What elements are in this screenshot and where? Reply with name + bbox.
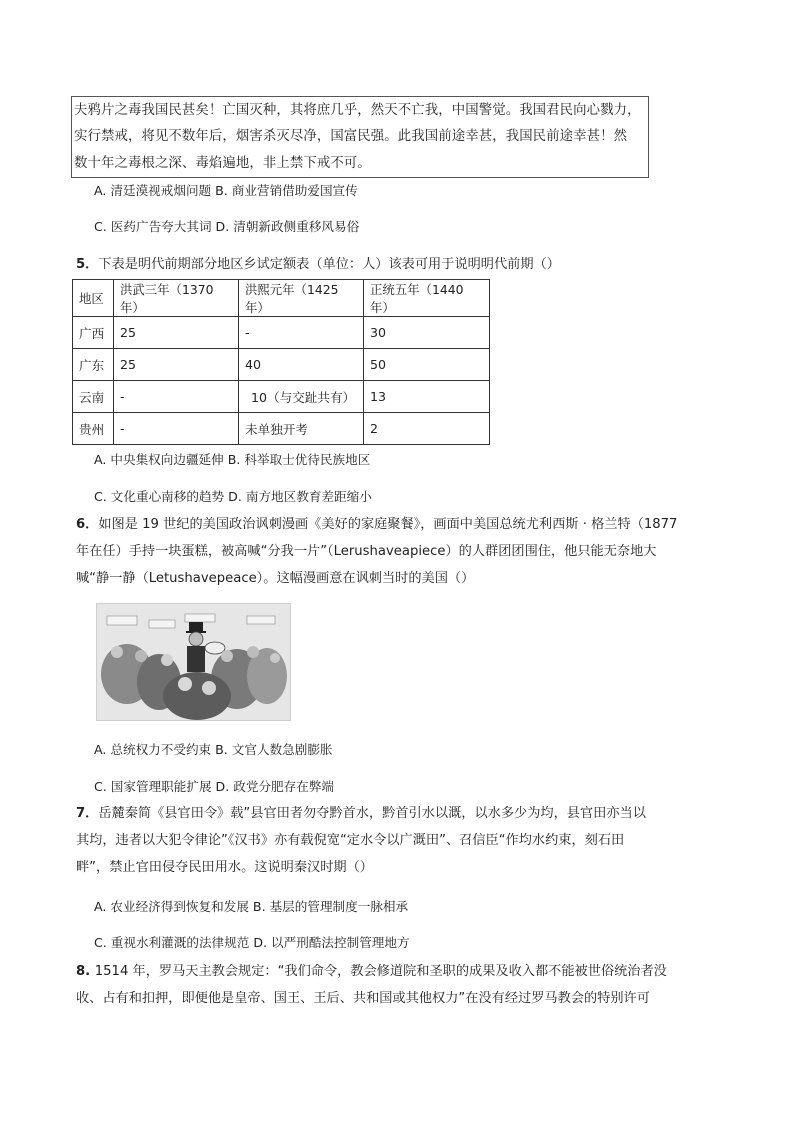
table-cell: 25 — [114, 317, 239, 349]
table-row — [73, 317, 490, 349]
table-cell: - — [114, 413, 239, 445]
quote-line-3: 数十年之毒根之深、毒焰遍地，非上禁下戒不可。 — [74, 156, 371, 171]
q8-stem-text-1: 1514 年，罗马天主教会规定：“我们命令，教会修道院和圣职的成果及收入都不能被世俗统治者没 — [94, 964, 667, 979]
q5-number: 5． — [76, 257, 99, 272]
table-cell: - — [239, 317, 364, 349]
q5-stem-text: 下表是明代前期部分地区乡试定额表（单位：人）该表可用于说明明代前期（） — [98, 257, 560, 272]
q7-options-ab: A. 农业经济得到恢复和发展 B. 基层的管理制度一脉相承 — [94, 899, 409, 914]
q6-stem-line-1 — [76, 513, 677, 532]
table-cell: 50 — [364, 349, 490, 381]
table-cell: - — [114, 381, 239, 413]
table-cell: 广西 — [73, 317, 114, 349]
table-row — [73, 413, 490, 445]
table-header-cell: 洪熙元年（1425 年） — [239, 280, 364, 317]
q8-stem-line-2: 收、占有和扣押，即便他是皇帝、国王、王后、共和国或其他权力”在没有经过罗马教会的特别许可 — [76, 991, 650, 1006]
quote-box — [71, 96, 649, 178]
q5-options-cd: C. 文化重心南移的趋势 D. 南方地区教育差距缩小 — [94, 489, 372, 504]
table-cell: 贵州 — [73, 413, 114, 445]
quote-line-2: 实行禁戒，将见不数年后，烟害杀灭尽净，国富民强。此我国前途幸甚，我国民前途幸甚！然 — [74, 129, 628, 144]
quota-table — [72, 279, 490, 445]
q4-options-cd: C. 医药广告夸大其词 D. 清朝新政侧重移风易俗 — [94, 219, 360, 234]
q6-stem-text-1: 如图是 19 世纪的美国政治讽刺漫画《美好的家庭聚餐》，画面中美国总统尤利西斯 · 格兰特（1877 — [98, 517, 678, 532]
q7-stem-line-3: 畔”，禁止官田侵夺民田用水。这说明秦汉时期（） — [76, 860, 373, 875]
table-cell: 25 — [114, 349, 239, 381]
q7-options-cd: C. 重视水利灌溉的法律规范 D. 以严刑酷法控制管理地方 — [94, 935, 410, 950]
q6-stem-line-3: 喊“静一静（Letushavepeace）。这幅漫画意在讽刺当时的美国（） — [76, 571, 475, 586]
table-cell: 广东 — [73, 349, 114, 381]
table-cell: 2 — [364, 413, 490, 445]
table-header-cell: 地区 — [73, 280, 114, 317]
table-cell: 40 — [239, 349, 364, 381]
q6-number: 6． — [76, 517, 99, 532]
table-cell: 13 — [364, 381, 490, 413]
table-row — [73, 381, 490, 413]
table-header-cell: 洪武三年（1370 年） — [114, 280, 239, 317]
q7-stem-line-2: 其均，违者以大犯令律论”《汉书》亦有载倪宽“定水令以广溉田”、召信臣“作均水约束，刻石田 — [76, 833, 625, 848]
q8-stem-line-1 — [76, 960, 667, 979]
table-cell: 云南 — [73, 381, 114, 413]
cartoon-illustration — [97, 604, 290, 720]
q8-number: 8. — [76, 964, 95, 979]
q4-options-ab: A. 清廷漠视戒烟问题 B. 商业营销借助爱国宣传 — [94, 183, 358, 198]
table-row — [73, 349, 490, 381]
political-cartoon-image — [96, 603, 291, 721]
quote-line-1: 夫鸦片之毒我国民甚矣！亡国灭种，其将庶几乎，然天不亡我，中国警觉。我国君民向心戮力， — [74, 103, 641, 118]
table-cell: 10（与交趾共有） — [239, 381, 364, 413]
q5-options-ab: A. 中央集权向边疆延伸 B. 科举取士优待民族地区 — [94, 452, 371, 467]
q7-number: 7． — [76, 806, 99, 821]
q7-stem-text-1: 岳麓秦简《县官田令》载”县官田者勿夺黔首水，黔首引水以溉，以水多少为均，县官田亦当以 — [98, 806, 646, 821]
table-cell: 30 — [364, 317, 490, 349]
q6-stem-line-2: 年在任）手持一块蛋糕，被高喊“分我一片”（Lerushaveapiece）的人群团团围住，他只能无奈地大 — [76, 544, 657, 559]
q6-options-cd: C. 国家管理职能扩展 D. 政党分肥存在弊端 — [94, 779, 335, 794]
table-cell: 未单独开考 — [239, 413, 364, 445]
table-header-cell: 正统五年（1440 年） — [364, 280, 490, 317]
q7-stem-line-1 — [76, 802, 646, 821]
q6-options-ab: A. 总统权力不受约束 B. 文官人数急剧膨胀 — [94, 742, 333, 757]
table-header-row — [73, 280, 490, 317]
q5-stem — [76, 253, 560, 272]
